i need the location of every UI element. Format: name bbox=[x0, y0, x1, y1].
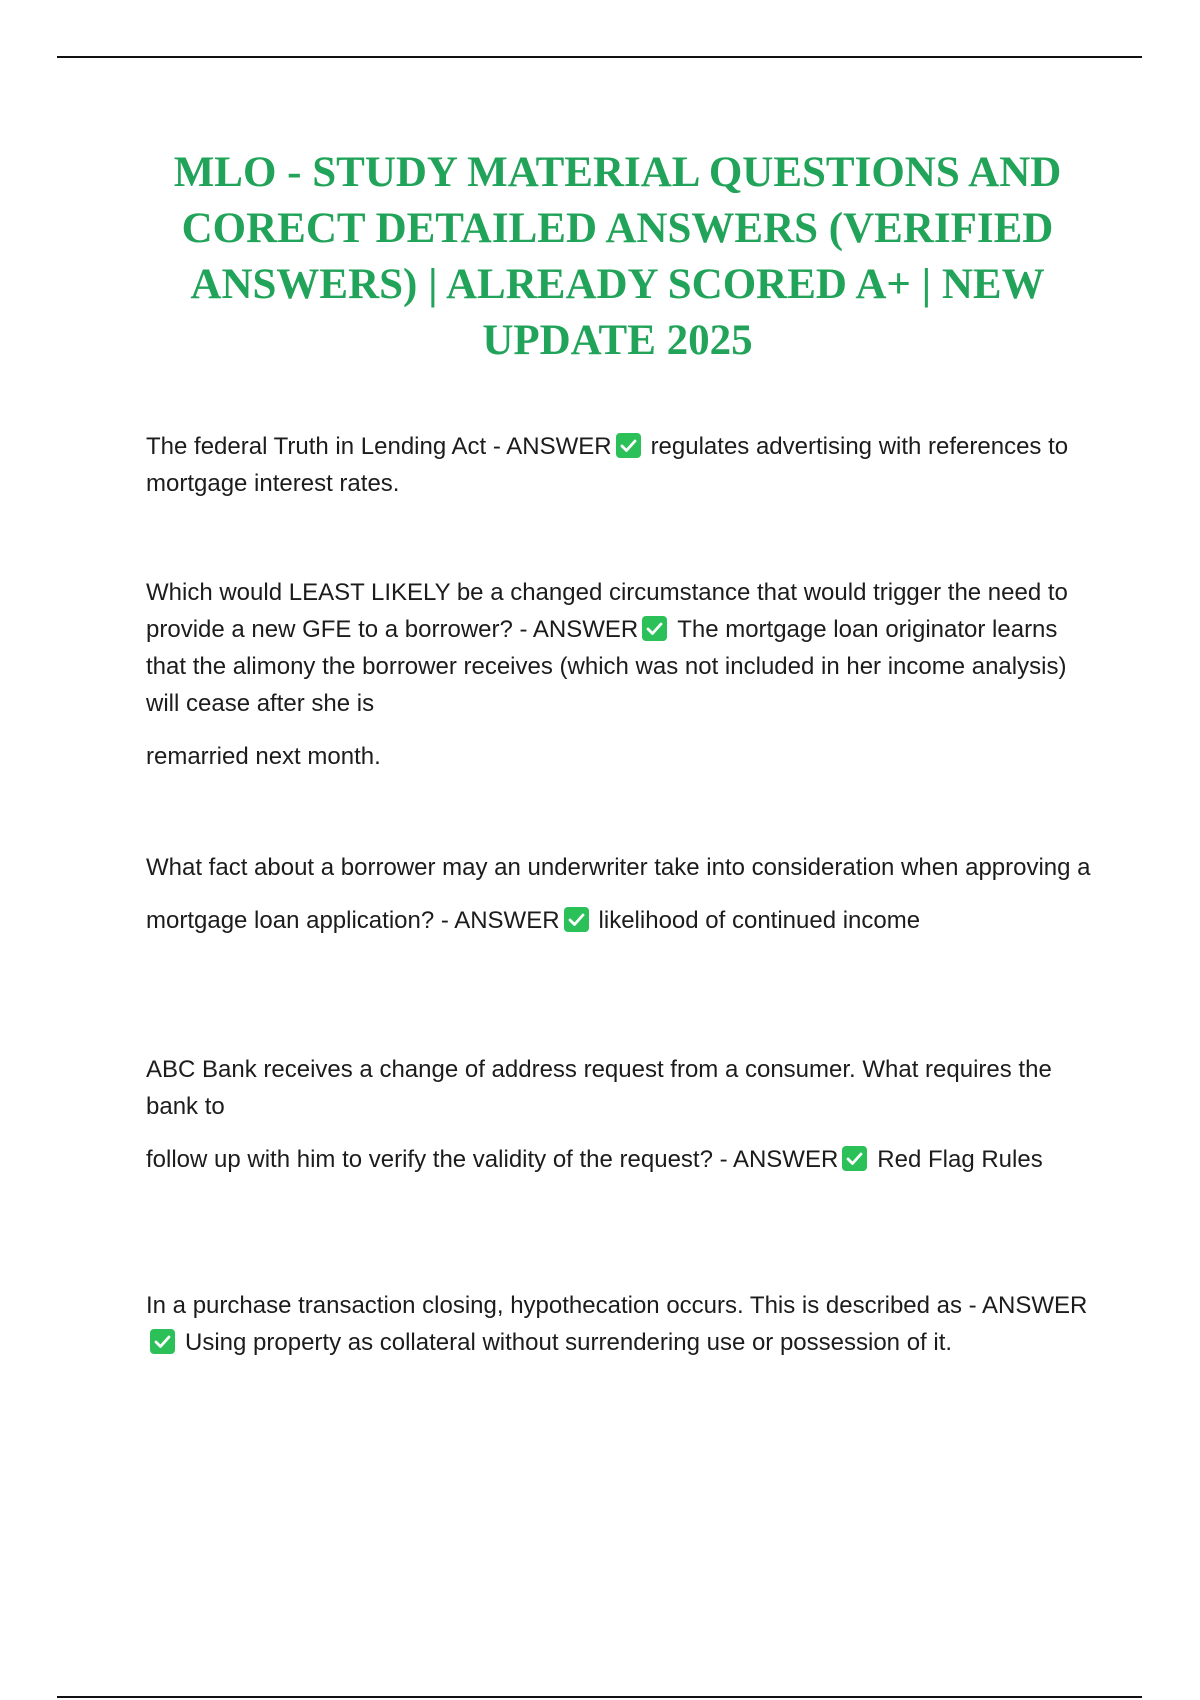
answer-continuation: remarried next month. bbox=[146, 743, 381, 770]
qa-item bbox=[146, 574, 1091, 775]
question-first-part: What fact about a borrower may an underwriter take into consideration when approving a bbox=[146, 854, 1091, 881]
answer-text: Using property as collateral without surrendering use or possession of it. bbox=[185, 1329, 953, 1356]
question-text: follow up with him to verify the validity of the request? - ANSWER bbox=[146, 1146, 839, 1173]
qa-item bbox=[146, 1051, 1091, 1178]
answer-text: The mortgage loan originator learns that the alimony the borrower receives (which was not included in her income analysis) will cease after she is bbox=[146, 616, 1067, 717]
bottom-rule bbox=[57, 1696, 1142, 1698]
question-text: The federal Truth in Lending Act - ANSWER bbox=[146, 433, 612, 460]
title-block bbox=[120, 145, 1115, 369]
qa-paragraph bbox=[146, 902, 1091, 939]
answer-text: Red Flag Rules bbox=[877, 1146, 1043, 1173]
green-checkmark-icon bbox=[642, 616, 667, 641]
qa-item bbox=[146, 849, 1091, 939]
qa-paragraph bbox=[146, 1287, 1091, 1361]
answer-text: regulates advertising with references to mortgage interest rates. bbox=[146, 433, 1069, 497]
answer-text: likelihood of continued income bbox=[598, 907, 921, 934]
question-text: Which would LEAST LIKELY be a changed circumstance that would trigger the need to provide a new GFE to a borrower? - ANSWER bbox=[146, 579, 1068, 643]
green-checkmark-icon bbox=[842, 1146, 867, 1171]
top-rule bbox=[57, 56, 1142, 58]
question-text: In a purchase transaction closing, hypothecation occurs. This is described as - ANSWER bbox=[146, 1292, 1088, 1319]
qa-paragraph bbox=[146, 1141, 1091, 1178]
qa-item bbox=[146, 428, 1091, 502]
green-checkmark-icon bbox=[616, 433, 641, 458]
document-title: MLO - STUDY MATERIAL QUESTIONS AND CORECT DETAILED ANSWERS (VERIFIED ANSWERS) | ALREADY SCORED A+ | NEW UPDATE 2025 bbox=[173, 149, 1062, 364]
qa-item bbox=[146, 1287, 1091, 1361]
qa-paragraph bbox=[146, 428, 1091, 502]
qa-paragraph bbox=[146, 574, 1091, 722]
question-text: mortgage loan application? - ANSWER bbox=[146, 907, 560, 934]
green-checkmark-icon bbox=[150, 1329, 175, 1354]
green-checkmark-icon bbox=[564, 907, 589, 932]
question-first-part: ABC Bank receives a change of address request from a consumer. What requires the bank to bbox=[146, 1056, 1052, 1120]
